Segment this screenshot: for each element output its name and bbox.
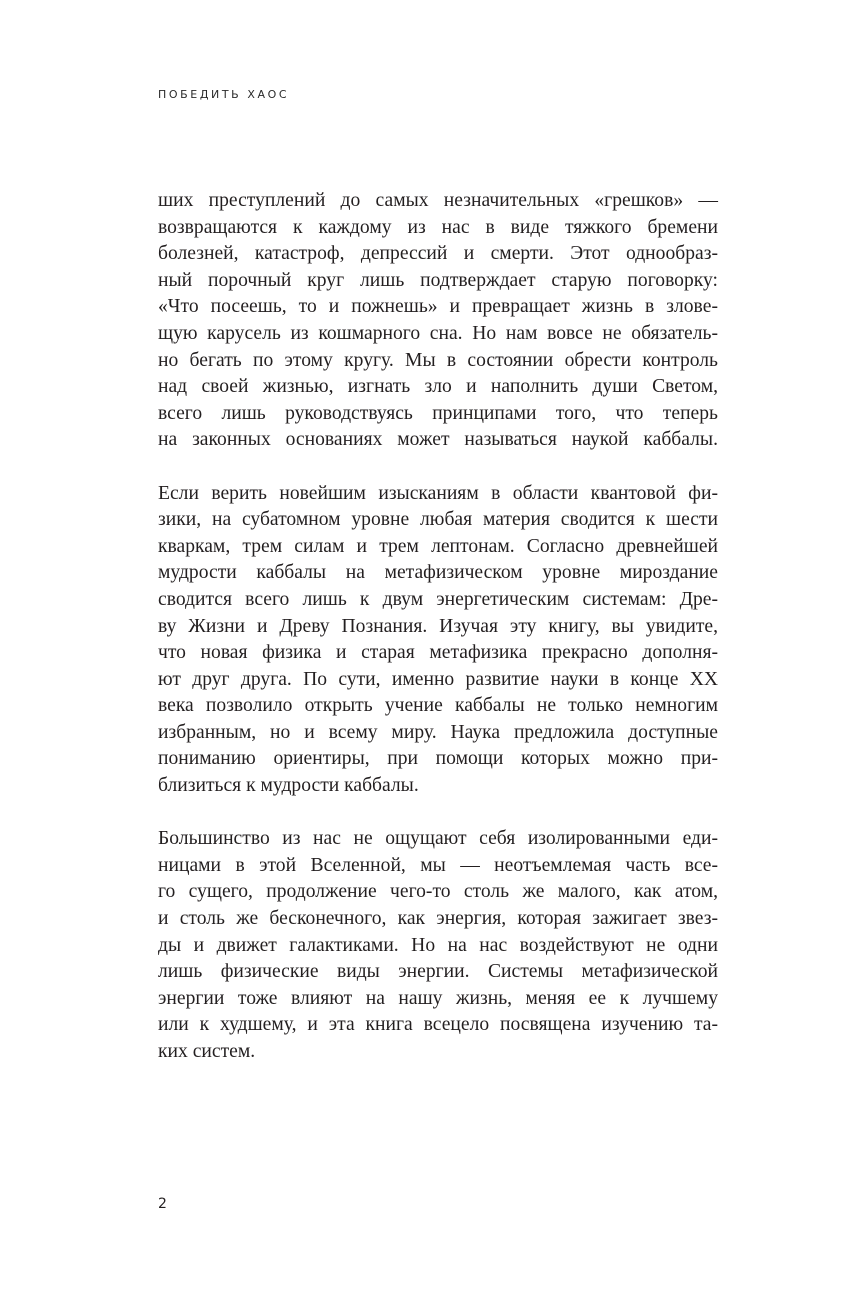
text-line: ный порочный круг лишь подтверждает старую поговорку:: [158, 269, 718, 291]
text-line: ких систем.: [158, 1041, 256, 1062]
body-text: [158, 188, 718, 1066]
text-line: возвращаются к каждому из нас в виде тяжкого бремени: [158, 216, 718, 238]
text-line: над своей жизнью, изгнать зло и наполнить души Светом,: [158, 376, 718, 398]
paragraph-1: [158, 188, 718, 454]
text-line: пониманию ориентиры, при помощи которых можно при-: [158, 748, 718, 770]
text-line: избранным, но и всему миру. Наука предложила доступные: [158, 721, 718, 743]
text-line: болезней, катастроф, депрессий и смерти. Этот однообраз-: [158, 243, 718, 265]
text-line: ды и движет галактиками. Но на нас воздействуют не одни: [158, 934, 718, 956]
running-head: ПОБЕДИТЬ ХАОС: [158, 88, 290, 101]
text-line: го сущего, продолжение чего-то столь же малого, как атом,: [158, 881, 718, 903]
text-line: близиться к мудрости каббалы.: [158, 775, 419, 797]
text-line: что новая физика и старая метафизика прекрасно дополня-: [158, 642, 718, 664]
text-line: ших преступлений до самых незначительных «грешков» —: [158, 190, 718, 211]
paragraph-3: [158, 826, 718, 1065]
text-line: ницами в этой Вселенной, мы — неотъемлемая часть все-: [158, 854, 718, 876]
text-line: зики, на субатомном уровне любая материя сводится к шести: [158, 509, 718, 531]
text-line: но бегать по этому кругу. Мы в состоянии обрести контроль: [158, 349, 718, 371]
page-number: 2: [158, 1196, 167, 1212]
text-line: века позволило открыть учение каббалы не только немногим: [158, 695, 718, 717]
text-line: кваркам, трем силам и трем лептонам. Согласно древнейшей: [158, 535, 718, 557]
text-line: сводится всего лишь к двум энергетическим системам: Дре-: [158, 588, 718, 610]
text-line: или к худшему, и эта книга всецело посвящена изучению та-: [158, 1014, 718, 1036]
text-line: лишь физические виды энергии. Системы метафизической: [158, 961, 718, 983]
text-line: энергии тоже влияют на нашу жизнь, меняя ее к лучшему: [158, 987, 718, 1009]
text-line: всего лишь руководствуясь принципами того, что теперь: [158, 402, 718, 424]
text-line: Большинство из нас не ощущают себя изолированными еди-: [158, 828, 718, 850]
text-line: щую карусель из кошмарного сна. Но нам вовсе не обязатель-: [158, 322, 718, 344]
text-line: Если верить новейшим изысканиям в области квантовой фи-: [158, 482, 718, 504]
text-line: и столь же бесконечного, как энергия, которая зажигает звез-: [158, 908, 718, 930]
text-line: «Что посеешь, то и пожнешь» и превращает жизнь в зловe-: [158, 296, 718, 318]
paragraph-2: [158, 481, 718, 800]
text-line: ют друг друга. По сути, именно развитие науки в конце ХХ: [158, 668, 718, 690]
text-line: ву Жизни и Древу Познания. Изучая эту книгу, вы увидите,: [158, 615, 718, 637]
text-line: мудрости каббалы на метафизическом уровне мироздание: [158, 562, 718, 584]
text-line: на законных основаниях может называться наукой каббалы.: [158, 429, 718, 451]
